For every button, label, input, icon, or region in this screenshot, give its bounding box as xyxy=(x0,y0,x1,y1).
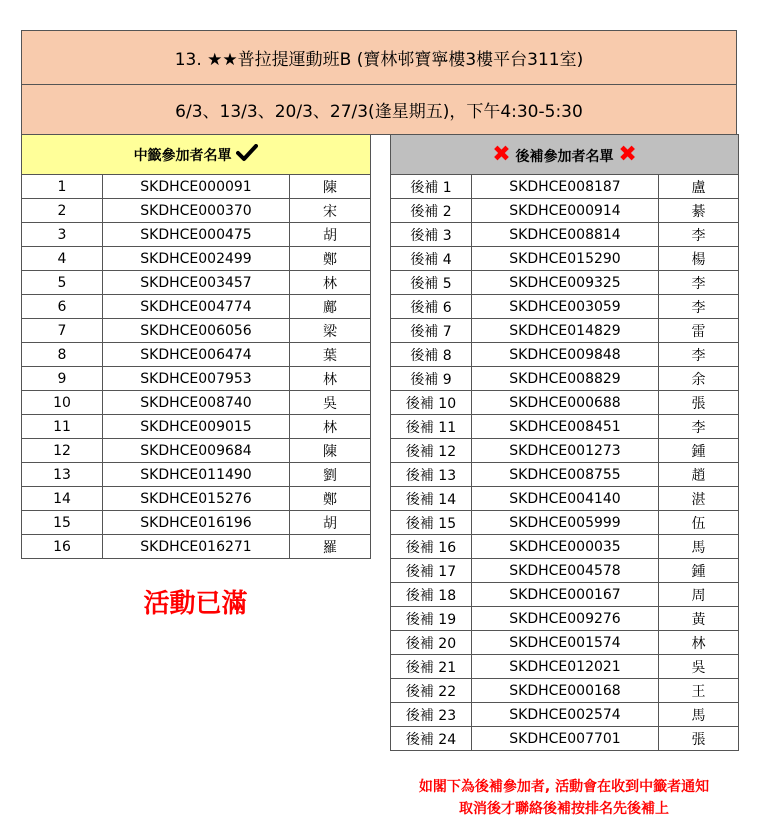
member-surname: 林 xyxy=(290,415,371,439)
member-surname: 吳 xyxy=(659,655,739,679)
table-row xyxy=(391,535,739,559)
member-id: SKDHCE003059 xyxy=(472,295,659,319)
member-surname: 宋 xyxy=(290,199,371,223)
member-surname: 湛 xyxy=(659,487,739,511)
row-number: 4 xyxy=(22,247,103,271)
table-row xyxy=(22,391,371,415)
member-id: SKDHCE000370 xyxy=(103,199,290,223)
member-id: SKDHCE008740 xyxy=(103,391,290,415)
row-number: 3 xyxy=(22,223,103,247)
row-number: 15 xyxy=(22,511,103,535)
table-row xyxy=(391,703,739,727)
member-surname: 鄭 xyxy=(290,487,371,511)
table-row xyxy=(391,631,739,655)
table-row xyxy=(391,655,739,679)
member-id: SKDHCE000168 xyxy=(472,679,659,703)
member-id: SKDHCE008814 xyxy=(472,223,659,247)
member-surname: 余 xyxy=(659,367,739,391)
row-number: 後補 11 xyxy=(391,415,472,439)
member-id: SKDHCE008451 xyxy=(472,415,659,439)
member-surname: 楊 xyxy=(659,247,739,271)
schedule-banner xyxy=(21,84,737,135)
waitlist-table xyxy=(390,134,739,751)
member-id: SKDHCE009684 xyxy=(103,439,290,463)
member-id: SKDHCE016271 xyxy=(103,535,290,559)
table-row xyxy=(391,223,739,247)
member-surname: 林 xyxy=(290,271,371,295)
member-surname: 李 xyxy=(659,271,739,295)
member-id: SKDHCE006474 xyxy=(103,343,290,367)
member-id: SKDHCE009015 xyxy=(103,415,290,439)
table-row xyxy=(22,343,371,367)
member-id: SKDHCE001273 xyxy=(472,439,659,463)
row-number: 後補 4 xyxy=(391,247,472,271)
row-number: 後補 14 xyxy=(391,487,472,511)
row-number: 後補 24 xyxy=(391,727,472,751)
member-surname: 盧 xyxy=(659,175,739,199)
row-number: 5 xyxy=(22,271,103,295)
table-row xyxy=(22,295,371,319)
member-surname: 王 xyxy=(659,679,739,703)
member-id: SKDHCE012021 xyxy=(472,655,659,679)
row-number: 8 xyxy=(22,343,103,367)
member-id: SKDHCE000091 xyxy=(103,175,290,199)
winners-header-cell xyxy=(22,135,371,175)
member-id: SKDHCE000035 xyxy=(472,535,659,559)
member-surname: 吳 xyxy=(290,391,371,415)
member-surname: 鄭 xyxy=(290,247,371,271)
waitlist-header-row xyxy=(391,135,739,175)
member-id: SKDHCE011490 xyxy=(103,463,290,487)
member-id: SKDHCE009276 xyxy=(472,607,659,631)
member-surname: 劉 xyxy=(290,463,371,487)
member-surname: 葉 xyxy=(290,343,371,367)
member-id: SKDHCE007953 xyxy=(103,367,290,391)
table-row xyxy=(22,415,371,439)
member-surname: 趙 xyxy=(659,463,739,487)
row-number: 後補 21 xyxy=(391,655,472,679)
table-row xyxy=(391,295,739,319)
member-id: SKDHCE008755 xyxy=(472,463,659,487)
row-number: 後補 5 xyxy=(391,271,472,295)
member-surname: 胡 xyxy=(290,511,371,535)
member-id: SKDHCE008829 xyxy=(472,367,659,391)
table-row xyxy=(22,439,371,463)
table-row xyxy=(391,415,739,439)
table-row xyxy=(391,463,739,487)
table-row xyxy=(22,247,371,271)
row-number: 後補 22 xyxy=(391,679,472,703)
member-surname: 張 xyxy=(659,727,739,751)
member-id: SKDHCE009848 xyxy=(472,343,659,367)
member-surname: 李 xyxy=(659,295,739,319)
member-surname: 伍 xyxy=(659,511,739,535)
member-id: SKDHCE000914 xyxy=(472,199,659,223)
member-surname: 陳 xyxy=(290,439,371,463)
row-number: 11 xyxy=(22,415,103,439)
row-number: 9 xyxy=(22,367,103,391)
row-number: 後補 19 xyxy=(391,607,472,631)
row-number: 10 xyxy=(22,391,103,415)
member-surname: 馬 xyxy=(659,535,739,559)
winners-header-row xyxy=(22,135,371,175)
member-id: SKDHCE000167 xyxy=(472,583,659,607)
member-id: SKDHCE004140 xyxy=(472,487,659,511)
member-id: SKDHCE000475 xyxy=(103,223,290,247)
member-surname: 羅 xyxy=(290,535,371,559)
winners-header: 中籤參加者名單 xyxy=(133,148,232,164)
member-surname: 黃 xyxy=(659,607,739,631)
table-row xyxy=(391,175,739,199)
member-surname: 李 xyxy=(659,343,739,367)
row-number: 後補 2 xyxy=(391,199,472,223)
table-row xyxy=(22,367,371,391)
table-row xyxy=(22,511,371,535)
activity-title: 13. ★★普拉提運動班B (寶林邨寶寧樓3樓平台311室) xyxy=(174,50,584,70)
table-row xyxy=(22,199,371,223)
table-row xyxy=(391,583,739,607)
row-number: 16 xyxy=(22,535,103,559)
table-row xyxy=(391,559,739,583)
row-number: 後補 15 xyxy=(391,511,472,535)
member-id: SKDHCE004578 xyxy=(472,559,659,583)
table-row xyxy=(391,319,739,343)
cross-icon: ✖ xyxy=(492,142,511,167)
table-row xyxy=(391,727,739,751)
member-id: SKDHCE007701 xyxy=(472,727,659,751)
row-number: 後補 1 xyxy=(391,175,472,199)
table-row xyxy=(22,271,371,295)
row-number: 後補 17 xyxy=(391,559,472,583)
row-number: 7 xyxy=(22,319,103,343)
member-id: SKDHCE004774 xyxy=(103,295,290,319)
member-id: SKDHCE015290 xyxy=(472,247,659,271)
table-row xyxy=(391,343,739,367)
row-number: 後補 16 xyxy=(391,535,472,559)
row-number: 1 xyxy=(22,175,103,199)
table-row xyxy=(22,223,371,247)
waitlist-header: 後補參加者名單 xyxy=(515,149,614,165)
row-number: 後補 13 xyxy=(391,463,472,487)
waitlist-header-cell xyxy=(391,135,739,175)
row-number: 6 xyxy=(22,295,103,319)
member-surname: 雷 xyxy=(659,319,739,343)
member-surname: 馬 xyxy=(659,703,739,727)
waitlist-note-line: 取消後才聯絡後補按排名先後補上 xyxy=(459,801,669,817)
activity-schedule: 6/3、13/3、20/3、27/3(逢星期五)，下午4:30-5:30 xyxy=(175,102,583,122)
member-id: SKDHCE005999 xyxy=(472,511,659,535)
member-id: SKDHCE003457 xyxy=(103,271,290,295)
member-surname: 胡 xyxy=(290,223,371,247)
table-row xyxy=(391,607,739,631)
table-row xyxy=(391,367,739,391)
member-id: SKDHCE000688 xyxy=(472,391,659,415)
row-number: 後補 3 xyxy=(391,223,472,247)
row-number: 後補 20 xyxy=(391,631,472,655)
activity-title-banner xyxy=(21,30,737,85)
table-row xyxy=(391,679,739,703)
table-row xyxy=(22,319,371,343)
row-number: 後補 12 xyxy=(391,439,472,463)
table-row xyxy=(22,487,371,511)
member-surname: 張 xyxy=(659,391,739,415)
table-row xyxy=(391,271,739,295)
table-row xyxy=(391,439,739,463)
member-surname: 鄺 xyxy=(290,295,371,319)
table-row xyxy=(391,247,739,271)
member-id: SKDHCE002574 xyxy=(472,703,659,727)
waitlist-note-line: 如閣下為後補參加者, 活動會在收到中籤者通知 xyxy=(418,779,710,795)
row-number: 後補 10 xyxy=(391,391,472,415)
member-id: SKDHCE002499 xyxy=(103,247,290,271)
member-surname: 周 xyxy=(659,583,739,607)
row-number: 後補 7 xyxy=(391,319,472,343)
member-id: SKDHCE016196 xyxy=(103,511,290,535)
member-id: SKDHCE001574 xyxy=(472,631,659,655)
row-number: 後補 8 xyxy=(391,343,472,367)
winners-table xyxy=(21,134,371,559)
member-surname: 林 xyxy=(659,631,739,655)
table-row xyxy=(22,535,371,559)
member-id: SKDHCE014829 xyxy=(472,319,659,343)
cross-icon: ✖ xyxy=(618,142,637,167)
member-id: SKDHCE015276 xyxy=(103,487,290,511)
row-number: 13 xyxy=(22,463,103,487)
row-number: 後補 6 xyxy=(391,295,472,319)
activity-full-notice: 活動已滿 xyxy=(143,589,248,619)
waitlist-note xyxy=(390,776,738,820)
row-number: 後補 23 xyxy=(391,703,472,727)
member-surname: 綦 xyxy=(659,199,739,223)
table-row xyxy=(391,511,739,535)
table-row xyxy=(391,487,739,511)
row-number: 12 xyxy=(22,439,103,463)
table-row xyxy=(22,463,371,487)
member-surname: 林 xyxy=(290,367,371,391)
member-surname: 鍾 xyxy=(659,559,739,583)
check-icon xyxy=(236,148,258,164)
member-id: SKDHCE008187 xyxy=(472,175,659,199)
row-number: 後補 9 xyxy=(391,367,472,391)
member-surname: 李 xyxy=(659,415,739,439)
table-row xyxy=(391,391,739,415)
row-number: 14 xyxy=(22,487,103,511)
row-number: 後補 18 xyxy=(391,583,472,607)
table-row xyxy=(391,199,739,223)
member-surname: 陳 xyxy=(290,175,371,199)
member-id: SKDHCE009325 xyxy=(472,271,659,295)
member-surname: 梁 xyxy=(290,319,371,343)
table-row xyxy=(22,175,371,199)
row-number: 2 xyxy=(22,199,103,223)
member-surname: 鍾 xyxy=(659,439,739,463)
member-surname: 李 xyxy=(659,223,739,247)
member-id: SKDHCE006056 xyxy=(103,319,290,343)
